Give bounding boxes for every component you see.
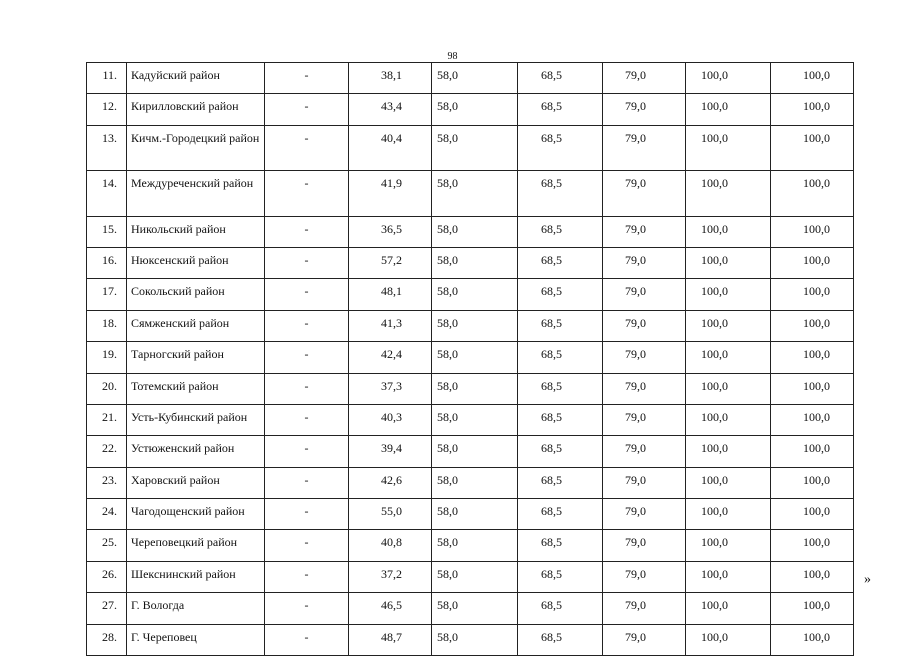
table-row <box>87 467 854 498</box>
table-row <box>87 593 854 624</box>
value-cell-4: 79,0 <box>603 373 686 404</box>
table-row <box>87 94 854 125</box>
row-number: 21. <box>87 404 127 435</box>
value-cell-3: 68,5 <box>518 499 603 530</box>
value-cell-5: 100,0 <box>686 561 771 592</box>
value-cell-6: 100,0 <box>771 499 854 530</box>
value-cell-6: 100,0 <box>771 467 854 498</box>
value-cell-4: 79,0 <box>603 216 686 247</box>
value-cell-4: 79,0 <box>603 404 686 435</box>
value-cell-3: 68,5 <box>518 63 603 94</box>
dash-cell: - <box>265 530 349 561</box>
value-cell-5: 100,0 <box>686 499 771 530</box>
dash-cell: - <box>265 63 349 94</box>
dash-cell: - <box>265 561 349 592</box>
value-cell-1: 55,0 <box>349 499 432 530</box>
dash-cell: - <box>265 624 349 655</box>
value-cell-3: 68,5 <box>518 404 603 435</box>
value-cell-2: 58,0 <box>432 499 518 530</box>
dash-cell: - <box>265 247 349 278</box>
row-number: 24. <box>87 499 127 530</box>
value-cell-1: 46,5 <box>349 593 432 624</box>
dash-cell: - <box>265 125 349 170</box>
value-cell-6: 100,0 <box>771 373 854 404</box>
district-name: Чагодощенский район <box>127 499 265 530</box>
value-cell-3: 68,5 <box>518 624 603 655</box>
dash-cell: - <box>265 499 349 530</box>
table-row <box>87 279 854 310</box>
value-cell-6: 100,0 <box>771 310 854 341</box>
value-cell-3: 68,5 <box>518 467 603 498</box>
value-cell-2: 58,0 <box>432 373 518 404</box>
value-cell-1: 40,4 <box>349 125 432 170</box>
value-cell-1: 37,3 <box>349 373 432 404</box>
district-name: Г. Череповец <box>127 624 265 655</box>
value-cell-1: 43,4 <box>349 94 432 125</box>
dash-cell: - <box>265 342 349 373</box>
value-cell-2: 58,0 <box>432 216 518 247</box>
value-cell-4: 79,0 <box>603 530 686 561</box>
dash-cell: - <box>265 171 349 216</box>
value-cell-2: 58,0 <box>432 436 518 467</box>
value-cell-4: 79,0 <box>603 467 686 498</box>
row-number: 20. <box>87 373 127 404</box>
value-cell-4: 79,0 <box>603 171 686 216</box>
value-cell-5: 100,0 <box>686 593 771 624</box>
value-cell-3: 68,5 <box>518 216 603 247</box>
value-cell-5: 100,0 <box>686 279 771 310</box>
table-row <box>87 63 854 94</box>
value-cell-4: 79,0 <box>603 436 686 467</box>
value-cell-4: 79,0 <box>603 593 686 624</box>
district-name: Никольский район <box>127 216 265 247</box>
row-number: 18. <box>87 310 127 341</box>
value-cell-5: 100,0 <box>686 216 771 247</box>
value-cell-6: 100,0 <box>771 279 854 310</box>
dash-cell: - <box>265 593 349 624</box>
value-cell-2: 58,0 <box>432 247 518 278</box>
table-row <box>87 216 854 247</box>
district-name: Кадуйский район <box>127 63 265 94</box>
value-cell-1: 41,3 <box>349 310 432 341</box>
district-table <box>86 62 854 656</box>
value-cell-2: 58,0 <box>432 63 518 94</box>
value-cell-3: 68,5 <box>518 279 603 310</box>
value-cell-3: 68,5 <box>518 561 603 592</box>
row-number: 11. <box>87 63 127 94</box>
dash-cell: - <box>265 279 349 310</box>
district-name: Устюженский район <box>127 436 265 467</box>
table-row <box>87 342 854 373</box>
value-cell-4: 79,0 <box>603 94 686 125</box>
value-cell-1: 41,9 <box>349 171 432 216</box>
district-name: Кирилловский район <box>127 94 265 125</box>
row-number: 27. <box>87 593 127 624</box>
value-cell-6: 100,0 <box>771 247 854 278</box>
value-cell-4: 79,0 <box>603 247 686 278</box>
row-number: 14. <box>87 171 127 216</box>
dash-cell: - <box>265 310 349 341</box>
table-row <box>87 373 854 404</box>
value-cell-6: 100,0 <box>771 94 854 125</box>
table-row <box>87 499 854 530</box>
dash-cell: - <box>265 404 349 435</box>
table-row <box>87 171 854 216</box>
value-cell-5: 100,0 <box>686 467 771 498</box>
value-cell-6: 100,0 <box>771 171 854 216</box>
value-cell-3: 68,5 <box>518 125 603 170</box>
value-cell-6: 100,0 <box>771 436 854 467</box>
district-name: Сокольский район <box>127 279 265 310</box>
table-row <box>87 404 854 435</box>
value-cell-2: 58,0 <box>432 342 518 373</box>
dash-cell: - <box>265 94 349 125</box>
value-cell-3: 68,5 <box>518 171 603 216</box>
dash-cell: - <box>265 436 349 467</box>
value-cell-5: 100,0 <box>686 342 771 373</box>
district-name: Г. Вологда <box>127 593 265 624</box>
value-cell-3: 68,5 <box>518 530 603 561</box>
value-cell-4: 79,0 <box>603 624 686 655</box>
value-cell-5: 100,0 <box>686 125 771 170</box>
district-name: Харовский район <box>127 467 265 498</box>
table-row <box>87 247 854 278</box>
value-cell-1: 40,3 <box>349 404 432 435</box>
value-cell-4: 79,0 <box>603 561 686 592</box>
district-name: Череповецкий район <box>127 530 265 561</box>
row-number: 22. <box>87 436 127 467</box>
district-name: Сямженский район <box>127 310 265 341</box>
table-row <box>87 530 854 561</box>
continuation-mark: » <box>864 572 871 587</box>
row-number: 13. <box>87 125 127 170</box>
value-cell-6: 100,0 <box>771 624 854 655</box>
value-cell-5: 100,0 <box>686 63 771 94</box>
value-cell-6: 100,0 <box>771 561 854 592</box>
value-cell-2: 58,0 <box>432 310 518 341</box>
district-name: Усть-Кубинский район <box>127 404 265 435</box>
value-cell-2: 58,0 <box>432 125 518 170</box>
value-cell-5: 100,0 <box>686 624 771 655</box>
row-number: 23. <box>87 467 127 498</box>
district-name: Кичм.-Городецкий район <box>127 125 265 170</box>
row-number: 28. <box>87 624 127 655</box>
value-cell-4: 79,0 <box>603 499 686 530</box>
table-row <box>87 561 854 592</box>
dash-cell: - <box>265 373 349 404</box>
row-number: 25. <box>87 530 127 561</box>
value-cell-5: 100,0 <box>686 530 771 561</box>
value-cell-5: 100,0 <box>686 94 771 125</box>
district-name: Шекснинский район <box>127 561 265 592</box>
table-row <box>87 436 854 467</box>
value-cell-1: 42,4 <box>349 342 432 373</box>
value-cell-6: 100,0 <box>771 125 854 170</box>
value-cell-6: 100,0 <box>771 404 854 435</box>
value-cell-6: 100,0 <box>771 63 854 94</box>
value-cell-1: 40,8 <box>349 530 432 561</box>
value-cell-1: 48,7 <box>349 624 432 655</box>
row-number: 12. <box>87 94 127 125</box>
row-number: 26. <box>87 561 127 592</box>
value-cell-6: 100,0 <box>771 530 854 561</box>
table-row <box>87 310 854 341</box>
value-cell-2: 58,0 <box>432 561 518 592</box>
district-name: Нюксенский район <box>127 247 265 278</box>
district-name: Междуреченский район <box>127 171 265 216</box>
value-cell-4: 79,0 <box>603 310 686 341</box>
value-cell-6: 100,0 <box>771 342 854 373</box>
value-cell-6: 100,0 <box>771 593 854 624</box>
value-cell-5: 100,0 <box>686 373 771 404</box>
row-number: 19. <box>87 342 127 373</box>
value-cell-5: 100,0 <box>686 310 771 341</box>
value-cell-3: 68,5 <box>518 342 603 373</box>
value-cell-2: 58,0 <box>432 530 518 561</box>
value-cell-2: 58,0 <box>432 593 518 624</box>
value-cell-4: 79,0 <box>603 125 686 170</box>
page-number: 98 <box>447 51 458 62</box>
value-cell-1: 37,2 <box>349 561 432 592</box>
value-cell-2: 58,0 <box>432 467 518 498</box>
value-cell-5: 100,0 <box>686 436 771 467</box>
value-cell-4: 79,0 <box>603 342 686 373</box>
value-cell-5: 100,0 <box>686 247 771 278</box>
value-cell-2: 58,0 <box>432 171 518 216</box>
row-number: 15. <box>87 216 127 247</box>
value-cell-5: 100,0 <box>686 171 771 216</box>
row-number: 16. <box>87 247 127 278</box>
value-cell-1: 36,5 <box>349 216 432 247</box>
value-cell-1: 57,2 <box>349 247 432 278</box>
value-cell-1: 48,1 <box>349 279 432 310</box>
row-number: 17. <box>87 279 127 310</box>
dash-cell: - <box>265 216 349 247</box>
value-cell-2: 58,0 <box>432 279 518 310</box>
district-name: Тарногский район <box>127 342 265 373</box>
value-cell-3: 68,5 <box>518 373 603 404</box>
value-cell-3: 68,5 <box>518 310 603 341</box>
value-cell-4: 79,0 <box>603 279 686 310</box>
district-name: Тотемский район <box>127 373 265 404</box>
value-cell-2: 58,0 <box>432 624 518 655</box>
dash-cell: - <box>265 467 349 498</box>
value-cell-1: 38,1 <box>349 63 432 94</box>
value-cell-2: 58,0 <box>432 404 518 435</box>
value-cell-1: 42,6 <box>349 467 432 498</box>
value-cell-1: 39,4 <box>349 436 432 467</box>
value-cell-3: 68,5 <box>518 94 603 125</box>
value-cell-5: 100,0 <box>686 404 771 435</box>
value-cell-3: 68,5 <box>518 436 603 467</box>
value-cell-2: 58,0 <box>432 94 518 125</box>
value-cell-6: 100,0 <box>771 216 854 247</box>
table-row <box>87 125 854 170</box>
value-cell-3: 68,5 <box>518 247 603 278</box>
value-cell-4: 79,0 <box>603 63 686 94</box>
value-cell-3: 68,5 <box>518 593 603 624</box>
